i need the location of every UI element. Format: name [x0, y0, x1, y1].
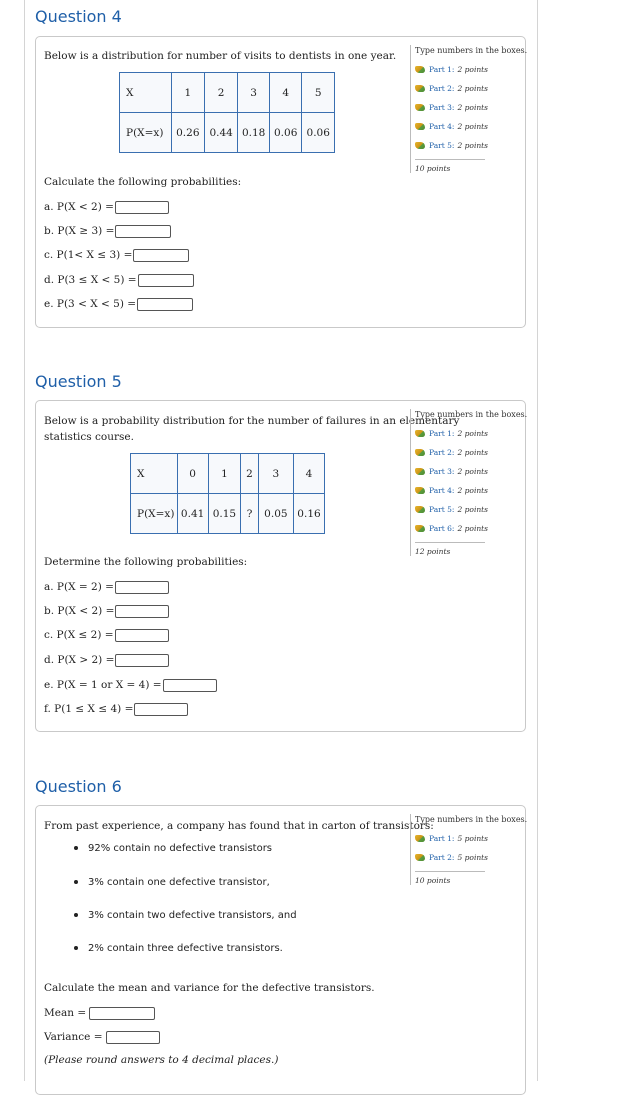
bullet-dot: [74, 913, 78, 917]
question-4-part-e: [44, 296, 193, 312]
part-link[interactable]: Part 1:: [429, 834, 455, 843]
table-row-x: [131, 454, 325, 494]
part-points-line: [415, 523, 500, 542]
question-4-part-b: [44, 223, 171, 239]
part-points-line: [415, 466, 500, 485]
rounding-note: (Please round answers to 4 decimal places.): [44, 1054, 279, 1066]
question-5-part-f: [44, 701, 188, 717]
table-x-value: 1: [208, 454, 241, 494]
part-points-line: [415, 852, 500, 871]
part-points-line: [415, 447, 500, 466]
question-6-mean-row: [44, 1005, 155, 1021]
question-5-points-panel: [410, 409, 528, 556]
question-5-prompt-line-1: Below is a probability distribution for the number of failures in an elementary: [44, 415, 460, 427]
part-points: 2 points: [457, 65, 489, 74]
part-status-icon: [415, 854, 425, 861]
side-panel-header: Type numbers in the boxes.: [415, 46, 528, 55]
list-item: [74, 910, 297, 921]
part-points: 2 points: [457, 84, 489, 93]
part-link[interactable]: Part 2:: [429, 84, 455, 93]
table-x-value: 4: [294, 454, 325, 494]
part-points: 5 points: [457, 853, 489, 862]
part-points-line: [415, 140, 500, 159]
variance-label: Variance =: [44, 1031, 103, 1043]
table-x-value: 5: [302, 73, 335, 113]
side-panel-header: Type numbers in the boxes.: [415, 815, 528, 824]
part-e-label: e. P(3 < X < 5) =: [44, 298, 137, 310]
question-5-title: Question 5: [35, 372, 122, 391]
table-row-probability: [131, 494, 325, 534]
bullet-text: 2% contain three defective transistors.: [88, 943, 283, 954]
part-points: 2 points: [457, 122, 489, 131]
question-5-instruction: Determine the following probabilities:: [44, 556, 248, 568]
table-x-value: 3: [258, 454, 293, 494]
question-5-part-c: [44, 627, 169, 643]
question-6-prompt: From past experience, a company has found that in carton of transistors:: [44, 820, 434, 832]
question-5-part-e-input[interactable]: [163, 679, 217, 692]
question-4-title: Question 4: [35, 7, 122, 26]
part-status-icon: [415, 506, 425, 513]
part-status-icon: [415, 430, 425, 437]
part-points: 2 points: [457, 524, 489, 533]
part-status-icon: [415, 525, 425, 532]
part-c-label: c. P(1< X ≤ 3) =: [44, 249, 133, 261]
part-f-label: f. P(1 ≤ X ≤ 4) =: [44, 703, 134, 715]
part-points: 5 points: [457, 834, 489, 843]
question-4-part-d-input[interactable]: [138, 274, 194, 287]
mean-input[interactable]: [89, 1007, 155, 1020]
question-4-part-e-input[interactable]: [137, 298, 193, 311]
question-5-distribution-table: [130, 453, 325, 534]
question-5-part-a: [44, 579, 169, 595]
table-p-value: 0.06: [269, 113, 301, 153]
table-p-value: 0.26: [171, 113, 204, 153]
part-link[interactable]: Part 4:: [429, 486, 455, 495]
table-p-value: 0.06: [302, 113, 335, 153]
list-item: [74, 843, 272, 854]
question-5-prompt-line-2: statistics course.: [44, 431, 134, 443]
bullet-dot: [74, 846, 78, 850]
part-link[interactable]: Part 1:: [429, 65, 455, 74]
part-link[interactable]: Part 5:: [429, 505, 455, 514]
bullet-dot: [74, 880, 78, 884]
part-points-line: [415, 428, 500, 447]
table-x-value: 2: [241, 454, 258, 494]
table-x-header: X: [120, 73, 172, 113]
question-5-part-b: [44, 603, 169, 619]
part-status-icon: [415, 487, 425, 494]
part-status-icon: [415, 142, 425, 149]
list-item: [74, 877, 270, 888]
bullet-text: 3% contain one defective transistor,: [88, 877, 270, 888]
part-points: 2 points: [457, 505, 489, 514]
table-x-header: X: [131, 454, 178, 494]
question-5-part-a-input[interactable]: [115, 581, 169, 594]
part-points: 2 points: [457, 486, 489, 495]
part-points-line: [415, 83, 500, 102]
part-link[interactable]: Part 5:: [429, 141, 455, 150]
question-4-part-b-input[interactable]: [115, 225, 171, 238]
part-points: 2 points: [457, 448, 489, 457]
part-link[interactable]: Part 2:: [429, 853, 455, 862]
table-x-value: 2: [204, 73, 237, 113]
question-4-points-panel: [410, 45, 528, 173]
question-4-prompt: Below is a distribution for number of visits to dentists in one year.: [44, 50, 397, 62]
question-4-part-d: [44, 272, 194, 288]
total-points: 12 points: [415, 542, 485, 556]
question-4-part-a: [44, 199, 169, 215]
question-5-part-d: [44, 652, 169, 668]
table-x-value: 4: [269, 73, 301, 113]
part-link[interactable]: Part 6:: [429, 524, 455, 533]
side-panel-header: Type numbers in the boxes.: [415, 410, 528, 419]
table-p-value: 0.15: [208, 494, 241, 534]
list-item: [74, 943, 283, 954]
part-points-line: [415, 504, 500, 523]
part-points-line: [415, 102, 500, 121]
question-5-part-b-input[interactable]: [115, 605, 169, 618]
part-status-icon: [415, 468, 425, 475]
bullet-dot: [74, 946, 78, 950]
bullet-text: 3% contain two defective transistors, and: [88, 910, 297, 921]
table-p-value: 0.18: [238, 113, 270, 153]
question-5-part-d-input[interactable]: [115, 654, 169, 667]
table-x-value: 0: [177, 454, 208, 494]
question-5-part-c-input[interactable]: [115, 629, 169, 642]
table-row-x: [120, 73, 335, 113]
table-row-probability: [120, 113, 335, 153]
part-points-line: [415, 121, 500, 140]
part-status-icon: [415, 835, 425, 842]
question-5-part-f-input[interactable]: [134, 703, 188, 716]
part-a-label: a. P(X = 2) =: [44, 581, 114, 593]
part-points-line: [415, 833, 500, 852]
question-6-title: Question 6: [35, 777, 122, 796]
table-p-value: 0.41: [177, 494, 208, 534]
question-4-part-a-input[interactable]: [115, 201, 169, 214]
part-status-icon: [415, 66, 425, 73]
question-4-part-c: [44, 247, 189, 263]
question-4-instruction: Calculate the following probabilities:: [44, 176, 242, 188]
part-a-label: a. P(X < 2) =: [44, 201, 114, 213]
part-link[interactable]: Part 3:: [429, 467, 455, 476]
mean-label: Mean =: [44, 1007, 87, 1019]
part-link[interactable]: Part 1:: [429, 429, 455, 438]
question-5-part-e: [44, 677, 217, 693]
part-e-label: e. P(X = 1 or X = 4) =: [44, 679, 162, 691]
part-link[interactable]: Part 3:: [429, 103, 455, 112]
table-p-value: 0.05: [258, 494, 293, 534]
bullet-text: 92% contain no defective transistors: [88, 843, 273, 854]
part-d-label: d. P(3 ≤ X < 5) =: [44, 274, 137, 286]
part-b-label: b. P(X < 2) =: [44, 605, 115, 617]
part-status-icon: [415, 104, 425, 111]
question-6-instruction: Calculate the mean and variance for the defective transistors.: [44, 982, 375, 994]
table-p-header: P(X=x): [120, 113, 172, 153]
table-x-value: 3: [238, 73, 270, 113]
part-status-icon: [415, 85, 425, 92]
part-points: 2 points: [457, 141, 489, 150]
table-p-value: 0.44: [204, 113, 237, 153]
part-link[interactable]: Part 4:: [429, 122, 455, 131]
variance-input[interactable]: [106, 1031, 160, 1044]
table-x-value: 1: [171, 73, 204, 113]
part-status-icon: [415, 449, 425, 456]
part-link[interactable]: Part 2:: [429, 448, 455, 457]
question-6-points-panel: [410, 814, 528, 885]
table-p-value: 0.16: [294, 494, 325, 534]
table-p-value: ?: [241, 494, 258, 534]
total-points: 10 points: [415, 159, 485, 173]
part-d-label: d. P(X > 2) =: [44, 654, 115, 666]
question-4-distribution-table: [119, 72, 335, 153]
total-points: 10 points: [415, 871, 485, 885]
table-p-header: P(X=x): [131, 494, 178, 534]
part-points: 2 points: [457, 103, 489, 112]
part-points: 2 points: [457, 467, 489, 476]
part-points: 2 points: [457, 429, 489, 438]
part-status-icon: [415, 123, 425, 130]
question-4-part-c-input[interactable]: [133, 249, 189, 262]
part-points-line: [415, 64, 500, 83]
part-c-label: c. P(X ≤ 2) =: [44, 629, 114, 641]
part-points-line: [415, 485, 500, 504]
question-6-variance-row: [44, 1029, 160, 1045]
part-b-label: b. P(X ≥ 3) =: [44, 225, 115, 237]
